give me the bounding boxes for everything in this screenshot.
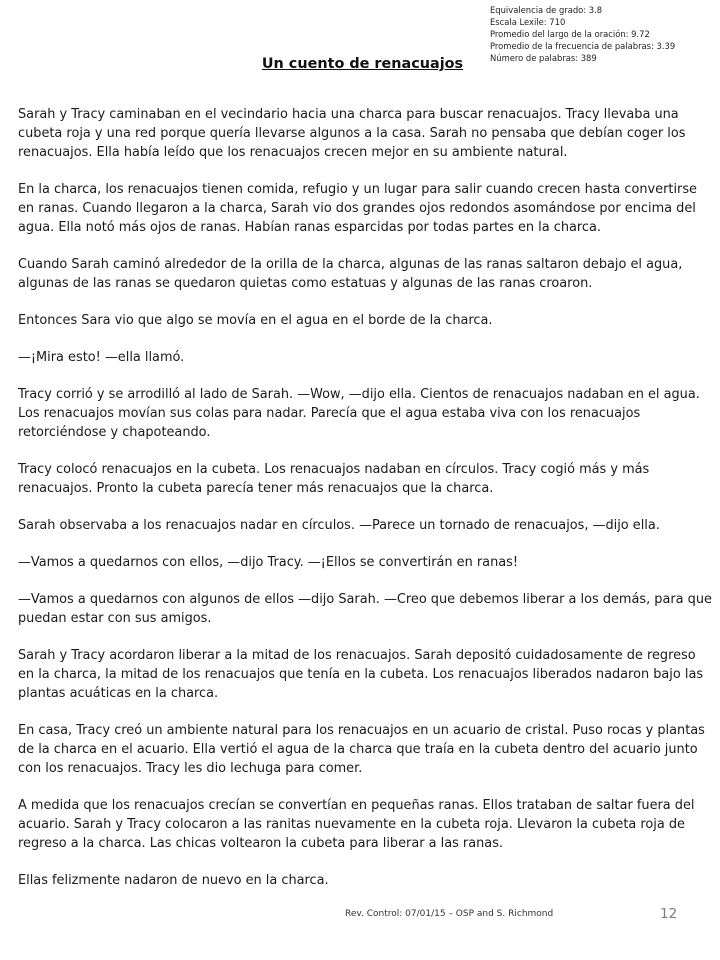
paragraph: En casa, Tracy creó un ambiente natural para los renacuajos en un acuario de cristal. Puso rocas y plantas de la charca en el acuario. Ella vertió el agua de la charca que traía en la cubeta dentro del acuario junto con los renacuajos. Tracy les dio lechuga para comer. [18, 723, 705, 776]
paragraph: Tracy colocó renacuajos en la cubeta. Los renacuajos nadaban en círculos. Tracy cogió más y más renacuajos. Pronto la cubeta parecía tener más renacuajos que la charca. [18, 462, 650, 496]
reading-metrics [490, 4, 716, 64]
lexile-scale: Escala Lexile: 710 [490, 17, 566, 27]
paragraph: Sarah observaba a los renacuajos nadar en círculos. —Parece un tornado de renacuajos, —dijo ella. [18, 518, 660, 533]
paragraph: Sarah y Tracy caminaban en el vecindario hacia una charca para buscar renacuajos. Tracy llevaba una cubeta roja y una red porque quería llevarse algunos a la casa. Sarah no pensaba que debían coger los renacuajos. Ella había leído que los renacuajos crecen mejor en su ambiente natural. [18, 107, 686, 160]
page-number: 12 [660, 906, 678, 922]
grade-equivalence: Equivalencia de grado: 3.8 [490, 5, 603, 15]
sentence-length-average: Promedio del largo de la oración: 9.72 [490, 29, 650, 39]
paragraph: Sarah y Tracy acordaron liberar a la mitad de los renacuajos. Sarah depositó cuidadosamente de regreso en la charca, la mitad de los renacuajos que tenía en la cubeta. Los renacuajos liberados nadaron bajo las plantas acuáticas en la charca. [18, 648, 704, 701]
paragraph: Ellas felizmente nadaron de nuevo en la charca. [18, 873, 329, 888]
paragraph: Cuando Sarah caminó alrededor de la orilla de la charca, algunas de las ranas saltaron debajo el agua, algunas de las ranas se quedaron quietas como estatuas y algunas de las ranas croaron. [18, 257, 683, 291]
paragraph: —Vamos a quedarnos con ellos, —dijo Tracy. —¡Ellos se convertirán en ranas! [18, 555, 519, 570]
paragraph: A medida que los renacuajos crecían se convertían en pequeñas ranas. Ellos trataban de saltar fuera del acuario. Sarah y Tracy colocaron a las ranitas nuevamente en la cubeta roja. Llevaron la cubeta roja de regreso a la charca. Las chicas voltearon la cubeta para liberar a las ranas. [18, 798, 695, 851]
story-body [18, 105, 712, 908]
paragraph: Entonces Sara vio que algo se movía en el agua en el borde de la charca. [18, 313, 493, 328]
paragraph: —Vamos a quedarnos con algunos de ellos —dijo Sarah. —Creo que debemos liberar a los demás, para que puedan estar con sus amigos. [18, 592, 712, 626]
paragraph: —¡Mira esto! —ella llamó. [18, 350, 185, 365]
story-title: Un cuento de renacuajos [261, 56, 464, 72]
word-frequency-average: Promedio de la frecuencia de palabras: 3.39 [490, 41, 676, 51]
revision-footer: Rev. Control: 07/01/15 – OSP and S. Richmond [345, 909, 554, 919]
word-count: Número de palabras: 389 [490, 53, 597, 63]
paragraph: Tracy corrió y se arrodilló al lado de Sarah. —Wow, —dijo ella. Cientos de renacuajos nadaban en el agua. Los renacuajos movían sus colas para nadar. Parecía que el agua estaba viva con los renacuajos retorciéndose y chapoteando. [18, 387, 700, 440]
paragraph: En la charca, los renacuajos tienen comida, refugio y un lugar para salir cuando crecen hasta convertirse en ranas. Cuando llegaron a la charca, Sarah vio dos grandes ojos redondos asomándose por encima del agua. Ella notó más ojos de ranas. Habían ranas esparcidas por todas partes en la charca. [18, 182, 697, 235]
